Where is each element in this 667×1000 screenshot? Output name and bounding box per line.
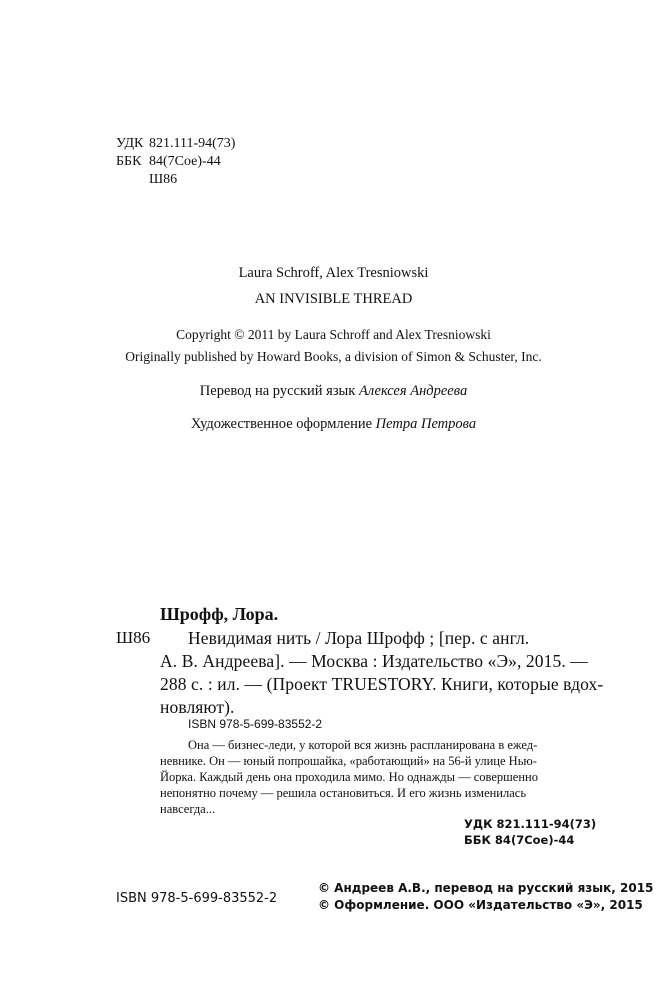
annotation-line-1: Она — бизнес-леди, у которой вся жизнь распланирована в ежед- bbox=[188, 738, 538, 752]
bib-isbn: ISBN 978-5-699-83552-2 bbox=[188, 717, 323, 731]
codes-right-udk: УДК 821.111-94(73) bbox=[464, 817, 597, 831]
translator-name: Алексея Андреева bbox=[358, 383, 468, 399]
original-authors: Laura Schroff, Alex Tresniowski bbox=[238, 265, 429, 281]
annotation-line-5: навсегда... bbox=[160, 802, 216, 816]
original-copyright: Copyright © 2011 by Laura Schroff and Alex Tresniowski bbox=[176, 327, 491, 342]
footer-isbn: ISBN 978-5-699-83552-2 bbox=[116, 891, 278, 906]
design-prefix: Художественное оформление bbox=[190, 416, 376, 432]
annotation-line-2: невнике. Он — юный попрошайка, «работающий» на 56-й улице Нью- bbox=[160, 754, 537, 768]
bib-line-3: 288 с. : ил. — (Проект TRUESTORY. Книги, которые вдох- bbox=[160, 674, 604, 694]
udk-label: УДК bbox=[116, 136, 144, 151]
udk-row bbox=[116, 135, 235, 153]
translation-prefix: Перевод на русский язык bbox=[199, 383, 359, 399]
bbk-label: ББК bbox=[116, 154, 142, 169]
design-credit bbox=[0, 416, 667, 433]
original-title: AN INVISIBLE THREAD bbox=[254, 291, 413, 307]
copyright-design: © Оформление. ООО «Издательство «Э», 2015 bbox=[318, 898, 643, 912]
translation-credit bbox=[0, 383, 667, 400]
designer-name: Петра Петрова bbox=[375, 416, 477, 432]
annotation-line-4: непонятно почему — решила остановиться. И его жизнь изменилась bbox=[160, 786, 527, 800]
copyright-translation: © Андреев А.В., перевод на русский язык, 2015 bbox=[318, 881, 654, 895]
codes-right-bbk: ББК 84(7Сое)-44 bbox=[464, 833, 575, 847]
bbk-row bbox=[116, 153, 221, 171]
bib-line-1: Невидимая нить / Лора Шрофф ; [пер. с англ. bbox=[188, 628, 530, 648]
bib-line-2: А. В. Андреева]. — Москва : Издательство «Э», 2015. — bbox=[160, 651, 588, 671]
annotation-line-3: Йорка. Каждый день она проходила мимо. Но однажды — совершенно bbox=[160, 770, 538, 784]
bib-author-mark: Ш86 bbox=[116, 628, 151, 647]
udk-value: 821.111-94(73) bbox=[149, 136, 236, 151]
bbk-value: 84(7Сое)-44 bbox=[149, 154, 221, 169]
original-publisher: Originally published by Howard Books, a division of Simon & Schuster, Inc. bbox=[125, 349, 542, 364]
catalog-author-mark: Ш86 bbox=[149, 172, 178, 187]
bib-line-4: новляют). bbox=[160, 697, 235, 717]
bib-author-heading: Шрофф, Лора. bbox=[160, 604, 279, 624]
